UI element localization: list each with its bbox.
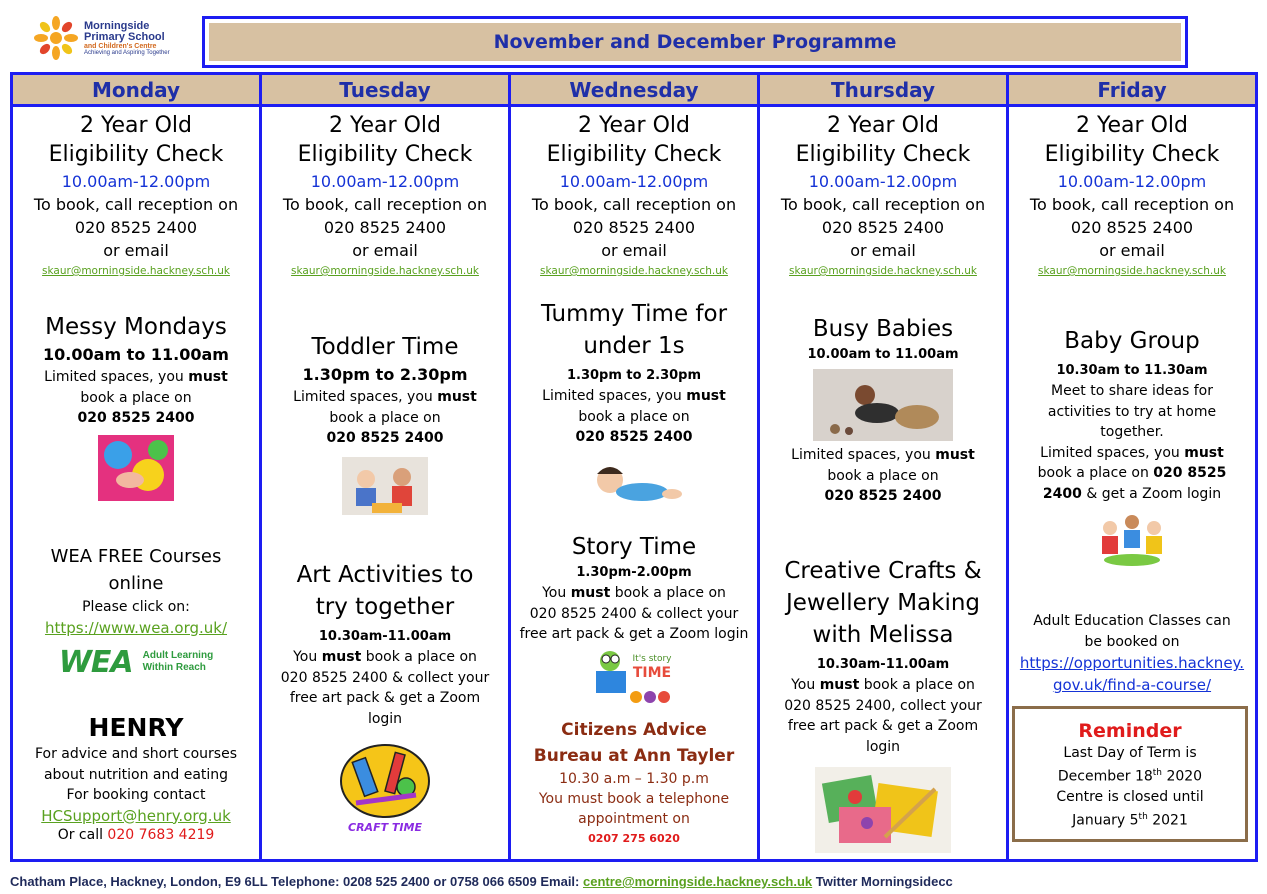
column-monday — [13, 75, 262, 859]
day-header-wednesday — [511, 75, 757, 107]
day-label: Monday — [91, 77, 181, 102]
cab-title-2: Bureau at Ann Tayler — [533, 746, 735, 766]
eligibility-book: To book, call reception on — [1029, 195, 1235, 214]
toddler-time-block — [262, 331, 508, 515]
day-header-thursday — [760, 75, 1006, 107]
henry-line-3: For booking contact — [66, 787, 206, 803]
crafts-line-2: 020 8525 2400, collect your — [784, 697, 982, 714]
messy-limited: Limited spaces, you — [44, 369, 189, 385]
reminder-line-3: Centre is closed until — [1056, 788, 1204, 805]
crafts-you: You — [791, 677, 820, 693]
creative-crafts-block — [760, 555, 1006, 853]
eligibility-title-1: 2 Year Old — [578, 113, 690, 138]
messy-time: 10.00am to 11.00am — [43, 345, 229, 364]
baby-group-block — [1009, 325, 1255, 568]
crafts-book: book a place on — [859, 677, 975, 693]
busy-limited: Limited spaces, you — [791, 447, 936, 463]
crafts-title-2: Jewellery Making — [785, 590, 981, 616]
logo-line-1: Morningside — [84, 19, 150, 32]
day-label: Wednesday — [569, 77, 699, 102]
story-line-3: free art pack & get a Zoom login — [519, 626, 749, 642]
eligibility-email-link[interactable]: skaur@morningside.hackney.sch.uk — [42, 265, 230, 277]
crafts-line-4: login — [865, 738, 901, 755]
eligibility-title-2: Eligibility Check — [795, 142, 971, 167]
messy-paint-image — [98, 435, 174, 501]
story-time: 1.30pm-2.00pm — [576, 565, 692, 580]
toddler-time: 1.30pm to 2.30pm — [302, 365, 468, 384]
story-time-block — [511, 531, 757, 705]
sun-logo-icon — [32, 14, 80, 62]
baby-time: 10.30am to 11.30am — [1056, 363, 1208, 378]
eligibility-time: 10.00am-12.00pm — [559, 172, 709, 191]
tummy-title-1: Tummy Time for — [540, 301, 728, 327]
busy-babies-photo — [813, 369, 953, 441]
eligibility-or-email: or email — [850, 241, 916, 260]
reminder-line-4: January 5 — [1072, 812, 1139, 829]
wea-click: Please click on: — [82, 599, 190, 615]
busy-babies-block — [760, 313, 1006, 507]
henry-call: Or call — [57, 826, 108, 843]
busy-title: Busy Babies — [812, 316, 954, 342]
eligibility-book: To book, call reception on — [780, 195, 986, 214]
cab-line-1: You must book a telephone — [538, 791, 730, 807]
eligibility-time: 10.00am-12.00pm — [1057, 172, 1207, 191]
eligibility-email-link[interactable]: skaur@morningside.hackney.sch.uk — [1038, 265, 1226, 277]
messy-book: book a place on — [80, 389, 192, 406]
eligibility-title-2: Eligibility Check — [48, 142, 224, 167]
eligibility-phone: 020 8525 2400 — [821, 218, 945, 237]
wea-title-2: online — [108, 573, 164, 594]
cab-time: 10.30 a.m – 1.30 p.m — [559, 771, 709, 787]
tummy-title-2: under 1s — [583, 333, 685, 359]
tummy-book: book a place on — [578, 408, 690, 425]
reminder-line-1: Last Day of Term is — [1063, 745, 1197, 761]
reminder-line-4-year: 2021 — [1147, 812, 1188, 829]
eligibility-time: 10.00am-12.00pm — [808, 172, 958, 191]
crafts-line-3: free art pack & get a Zoom — [787, 718, 979, 734]
art-book: book a place on — [361, 649, 477, 665]
art-activities-block — [262, 559, 508, 837]
logo-line-2: Primary School — [84, 30, 165, 43]
busy-time: 10.00am to 11.00am — [807, 347, 959, 362]
adult-line-1: Adult Education Classes can — [1033, 613, 1231, 629]
busy-phone: 020 8525 2400 — [824, 488, 942, 504]
eligibility-time: 10.00am-12.00pm — [61, 172, 211, 191]
eligibility-check-block — [13, 111, 259, 280]
toddler-phone: 020 8525 2400 — [326, 430, 444, 446]
art-you: You — [293, 649, 322, 665]
eligibility-book: To book, call reception on — [531, 195, 737, 214]
adult-link-2[interactable]: gov.uk/find-a-course/ — [1052, 676, 1212, 694]
toddler-must: must — [437, 389, 477, 405]
art-must: must — [321, 649, 362, 665]
wea-title-1: WEA FREE Courses — [50, 546, 222, 567]
story-you: You — [542, 585, 571, 601]
footer-twitter: Twitter Morningsidecc — [812, 874, 953, 889]
eligibility-check-block — [262, 111, 508, 280]
baby-group-image — [1096, 512, 1168, 568]
tummy-must: must — [686, 388, 726, 404]
baby-limited: Limited spaces, you — [1040, 444, 1185, 461]
logo-line-4: Achieving and Aspiring Together — [84, 49, 170, 56]
reminder-line-2-year: 2020 — [1162, 768, 1203, 785]
wea-logo: WEA — [58, 644, 133, 680]
henry-phone: 020 7683 4219 — [107, 826, 215, 843]
eligibility-check-block — [760, 111, 1006, 280]
busy-book: book a place on — [827, 467, 939, 484]
wea-block — [13, 543, 259, 680]
day-header-friday — [1009, 75, 1255, 107]
baby-phone-1: 020 8525 — [1153, 465, 1227, 481]
eligibility-check-block — [1009, 111, 1255, 280]
art-line-3: free art pack & get a Zoom — [289, 690, 481, 706]
crafts-title-1: Creative Crafts & — [784, 558, 982, 584]
cab-title-1: Citizens Advice — [561, 720, 707, 740]
eligibility-phone: 020 8525 2400 — [323, 218, 447, 237]
eligibility-check-block — [511, 111, 757, 280]
footer-address: Chatham Place, Hackney, London, E9 6LL Telephone: 0208 525 2400 or 0758 066 6509 Email: — [10, 874, 583, 889]
baby-zoom: & get a Zoom login — [1081, 485, 1222, 502]
eligibility-or-email: or email — [103, 241, 169, 260]
art-title-2: try together — [315, 594, 455, 620]
adult-line-2: be booked on — [1084, 633, 1180, 650]
reminder-box — [1012, 706, 1248, 842]
baby-line-3: together. — [1100, 424, 1164, 440]
crafts-must: must — [819, 677, 860, 693]
column-wednesday — [511, 75, 760, 859]
baby-line-2: activities to try at home — [1047, 403, 1217, 420]
craft-time-label: CRAFT TIME — [348, 821, 422, 834]
toddler-photo — [342, 457, 428, 515]
henry-line-1: For advice and short courses — [34, 746, 238, 762]
henry-email-link[interactable]: HCSupport@henry.org.uk — [41, 806, 231, 825]
henry-title: HENRY — [88, 713, 184, 742]
cab-line-2: appointment on — [578, 811, 690, 827]
eligibility-title-2: Eligibility Check — [297, 142, 473, 167]
henry-block — [13, 712, 259, 845]
eligibility-book: To book, call reception on — [33, 195, 239, 214]
baby-tummy-image — [584, 458, 684, 508]
weekly-programme-grid — [10, 72, 1258, 862]
craft-materials-photo — [815, 767, 951, 853]
adult-education-block — [1009, 611, 1255, 696]
eligibility-phone: 020 8525 2400 — [572, 218, 696, 237]
day-label: Tuesday — [339, 77, 431, 102]
eligibility-phone: 020 8525 2400 — [74, 218, 198, 237]
school-logo — [32, 12, 202, 64]
footer-email-link[interactable]: centre@morningside.hackney.sch.uk — [582, 874, 813, 889]
column-friday — [1009, 75, 1255, 859]
eligibility-book: To book, call reception on — [282, 195, 488, 214]
footer-contact — [10, 874, 953, 889]
crafts-time: 10.30am-11.00am — [816, 657, 950, 672]
citizens-advice-block — [511, 717, 757, 849]
story-time-image — [586, 647, 682, 705]
tummy-time: 1.30pm to 2.30pm — [566, 368, 702, 383]
tummy-phone: 020 8525 2400 — [575, 429, 693, 445]
eligibility-title-1: 2 Year Old — [1076, 113, 1188, 138]
toddler-limited: Limited spaces, you — [293, 389, 438, 405]
wea-logo-group — [13, 645, 259, 680]
reminder-line-4-sup: th — [1138, 811, 1148, 822]
day-label: Thursday — [830, 77, 936, 102]
eligibility-phone: 020 8525 2400 — [1070, 218, 1194, 237]
wea-link[interactable]: https://www.wea.org.uk/ — [44, 618, 228, 637]
eligibility-or-email: or email — [601, 241, 667, 260]
day-header-tuesday — [262, 75, 508, 107]
cab-phone: 0207 275 6020 — [588, 832, 680, 845]
craft-time-image — [336, 735, 434, 837]
eligibility-time: 10.00am-12.00pm — [310, 172, 460, 191]
column-tuesday — [262, 75, 511, 859]
story-line-2: 020 8525 2400 & collect your — [529, 605, 739, 622]
day-header-monday — [13, 75, 259, 107]
art-line-4: login — [367, 710, 403, 727]
eligibility-title-2: Eligibility Check — [1044, 142, 1220, 167]
toddler-book: book a place on — [329, 409, 441, 426]
reminder-line-2-sup: th — [1152, 768, 1162, 778]
tummy-limited: Limited spaces, you — [542, 388, 687, 404]
messy-must: must — [188, 369, 228, 385]
baby-title: Baby Group — [1064, 328, 1200, 354]
story-title: Story Time — [571, 534, 697, 560]
messy-phone: 020 8525 2400 — [77, 410, 195, 426]
eligibility-email-link[interactable]: skaur@morningside.hackney.sch.uk — [789, 265, 977, 277]
tummy-time-block — [511, 298, 757, 508]
busy-must: must — [935, 447, 975, 463]
art-time: 10.30am-11.00am — [318, 629, 452, 644]
day-label: Friday — [1097, 77, 1167, 102]
story-badge-1: It's story — [632, 653, 672, 664]
eligibility-title-1: 2 Year Old — [329, 113, 441, 138]
art-title-1: Art Activities to — [296, 562, 474, 588]
baby-must: must — [1184, 444, 1224, 461]
eligibility-email-link[interactable]: skaur@morningside.hackney.sch.uk — [291, 265, 479, 277]
eligibility-title-1: 2 Year Old — [827, 113, 939, 138]
story-must: must — [570, 585, 611, 601]
story-book: book a place on — [610, 585, 726, 601]
page-title: November and December Programme — [493, 31, 897, 53]
eligibility-email-link[interactable]: skaur@morningside.hackney.sch.uk — [540, 265, 728, 277]
wea-sub-2: Within Reach — [142, 662, 206, 673]
baby-line-1: Meet to share ideas for — [1051, 383, 1213, 399]
logo-line-3: and Children's Centre — [84, 42, 157, 50]
crafts-title-3: with Melissa — [812, 622, 954, 648]
art-line-2: 020 8525 2400 & collect your — [280, 669, 490, 686]
messy-title: Messy Mondays — [45, 314, 227, 340]
eligibility-or-email: or email — [352, 241, 418, 260]
henry-line-2: about nutrition and eating — [43, 766, 229, 783]
title-banner — [202, 16, 1188, 68]
baby-book: book a place on — [1037, 465, 1154, 481]
reminder-title: Reminder — [1078, 720, 1182, 742]
reminder-line-2: December 18 — [1057, 768, 1153, 785]
adult-link-1[interactable]: https://opportunities.hackney. — [1019, 654, 1245, 672]
messy-mondays-block — [13, 311, 259, 501]
toddler-title: Toddler Time — [311, 334, 459, 360]
eligibility-title-2: Eligibility Check — [546, 142, 722, 167]
wea-sub-1: Adult Learning — [142, 650, 214, 661]
story-badge-2: TIME — [632, 664, 672, 681]
baby-phone-2: 2400 — [1042, 485, 1082, 502]
eligibility-title-1: 2 Year Old — [80, 113, 192, 138]
eligibility-or-email: or email — [1099, 241, 1165, 260]
column-thursday — [760, 75, 1009, 859]
